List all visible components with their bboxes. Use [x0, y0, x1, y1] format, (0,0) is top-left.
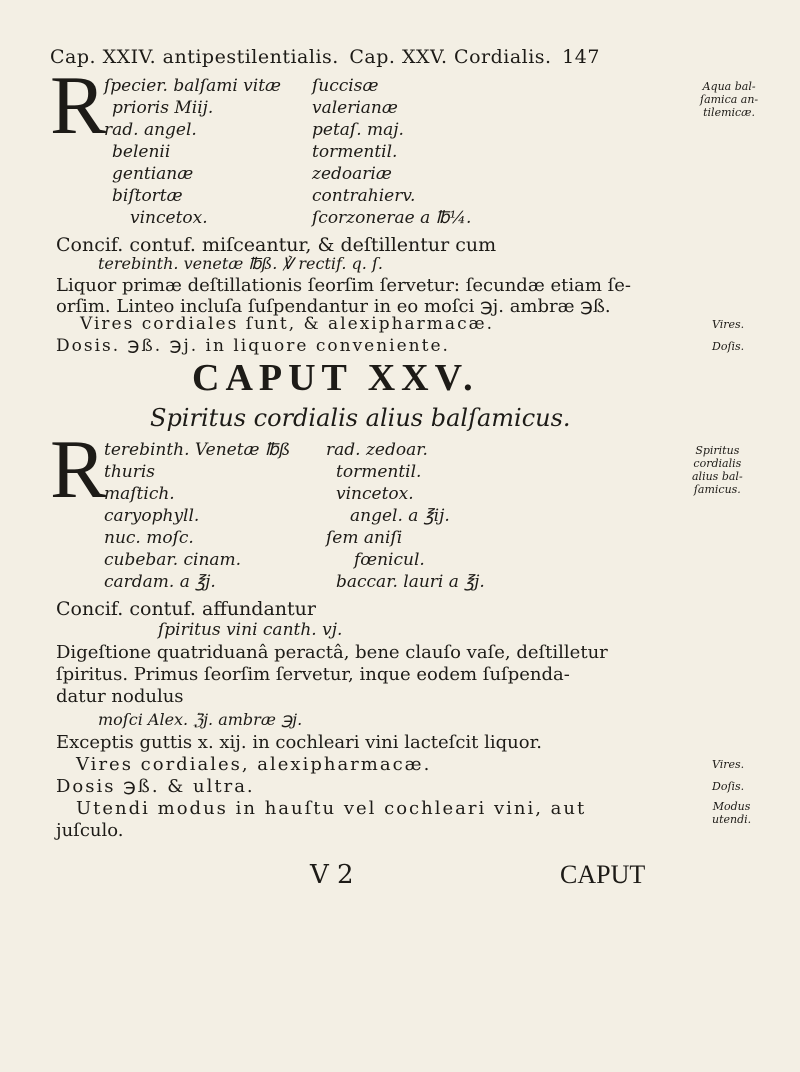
ingredient: cardam. a ℥j.	[104, 572, 216, 592]
text-line: juſculo.	[56, 820, 124, 841]
ingredient: tormentil.	[312, 142, 398, 162]
ingredient: ſem aniſi	[326, 528, 403, 548]
drop-cap: R	[50, 423, 107, 516]
text-line: Exceptis guttis x. xij. in cochleari vini lacteſcit liquor.	[56, 732, 542, 753]
ingredient: belenii	[112, 142, 171, 162]
ingredient: prioris Miij.	[112, 98, 214, 118]
ingredient: tormentil.	[336, 462, 422, 482]
text-line: orſim. Linteo incluſa ſuſpendantur in eo moſci ℈j. ambræ ℈ß.	[56, 296, 611, 317]
margin-note-dosis: Doſis.	[712, 340, 745, 353]
text-line: ſpiritus vini canth. vj.	[158, 620, 343, 640]
ingredient: ſuccisæ	[312, 76, 379, 96]
ingredient: thuris	[104, 462, 156, 482]
margin-note-aqua	[700, 80, 758, 119]
margin-note-line: ſamica an-	[700, 93, 759, 106]
margin-note-modus	[712, 800, 751, 826]
drop-cap: R	[50, 59, 107, 152]
ingredient: angel. a ℥ij.	[350, 506, 450, 526]
ingredient-column-right	[312, 76, 471, 230]
text-line: Liquor primæ deſtillationis ſeorſim ſervetur: ſecundæ etiam ſe-	[56, 275, 632, 296]
ingredient: gentianæ	[112, 164, 194, 184]
margin-note-spiritus	[692, 444, 743, 496]
ingredient: fœnicul.	[354, 550, 425, 570]
ingredient: valerianæ	[312, 98, 398, 118]
text-line: Concif. contuf. affundantur	[56, 598, 316, 620]
text-line: moſci Alex. ℨj. ambræ ℈j.	[98, 710, 303, 729]
margin-note-line: Modus	[712, 800, 751, 813]
running-head-right: Cap. XXV. Cordialis.	[349, 46, 552, 68]
margin-note-vires: Vires.	[712, 758, 745, 771]
margin-note-line: ſamicus.	[693, 483, 741, 496]
margin-note-line: tilemicæ.	[703, 106, 756, 119]
ingredient-column-left	[104, 440, 290, 594]
text-line: terebinth. venetæ ℔ß. ℣ rectif. q. ſ.	[98, 254, 383, 273]
ingredient: ſpecier. balſami vitæ	[104, 76, 282, 96]
margin-note-line: utendi.	[712, 813, 752, 826]
ingredient: maſtich.	[104, 484, 175, 504]
chapter-title: CAPUT XXV.	[192, 357, 479, 399]
ingredient: contrahierv.	[312, 186, 416, 206]
ingredient: rad. zedoar.	[326, 440, 428, 460]
ingredient: nuc. moſc.	[104, 528, 194, 548]
text-line: Digeſtione quatriduanâ peractâ, bene clauſo vaſe, deſtilletur	[56, 642, 608, 663]
text-line: Dosis ℈ß. & ultra.	[56, 776, 255, 797]
ingredient: cubebar. cinam.	[104, 550, 242, 570]
text-line: Concif. contuf. miſceantur, & deſtillentur cum	[56, 234, 497, 256]
text-line: ſpiritus. Primus ſeorſim ſervetur, inque eodem ſuſpenda-	[56, 664, 570, 685]
running-head	[50, 46, 604, 68]
ingredient: vincetox.	[130, 208, 208, 228]
ingredient: caryophyll.	[104, 506, 200, 526]
text-line: Vires cordiales, alexipharmacæ.	[76, 754, 432, 775]
ingredient: biſtortæ	[112, 186, 183, 206]
ingredient: petaſ. maj.	[312, 120, 404, 140]
ingredient: terebinth. Venetæ ℔ß	[104, 440, 291, 460]
page-number: 147	[562, 46, 600, 68]
margin-note-dosis: Doſis.	[712, 780, 745, 793]
ingredient-column-right	[326, 440, 485, 594]
text-line: datur nodulus	[56, 686, 184, 707]
running-head-left: Cap. XXIV. antipestilentialis.	[50, 46, 339, 68]
margin-note-vires: Vires.	[712, 318, 745, 331]
text-line: Utendi modus in hauſtu vel cochleari vini, aut	[76, 798, 587, 819]
text-line-vires: Vires cordiales ſunt, & alexipharmacæ.	[80, 314, 494, 334]
ingredient: zedoariæ	[312, 164, 392, 184]
ingredient: vincetox.	[336, 484, 414, 504]
margin-note-line: Aqua bal-	[702, 80, 756, 93]
text-line-dosis: Dosis. ℈ß. ℈j. in liquore conveniente.	[56, 336, 450, 356]
ingredient: baccar. lauri a ℥j.	[336, 572, 485, 592]
catchword: CAPUT	[560, 860, 646, 889]
signature-mark: V 2	[310, 860, 354, 890]
margin-note-line: cordialis	[693, 457, 742, 470]
margin-note-line: alius bal-	[692, 470, 743, 483]
ingredient: ſcorzonerae a ℔¼.	[312, 208, 472, 228]
ingredient: rad. angel.	[104, 120, 197, 140]
margin-note-line: Spiritus	[695, 444, 740, 457]
chapter-subtitle: Spiritus cordialis alius balſamicus.	[150, 404, 571, 432]
ingredient-column-left	[104, 76, 281, 230]
